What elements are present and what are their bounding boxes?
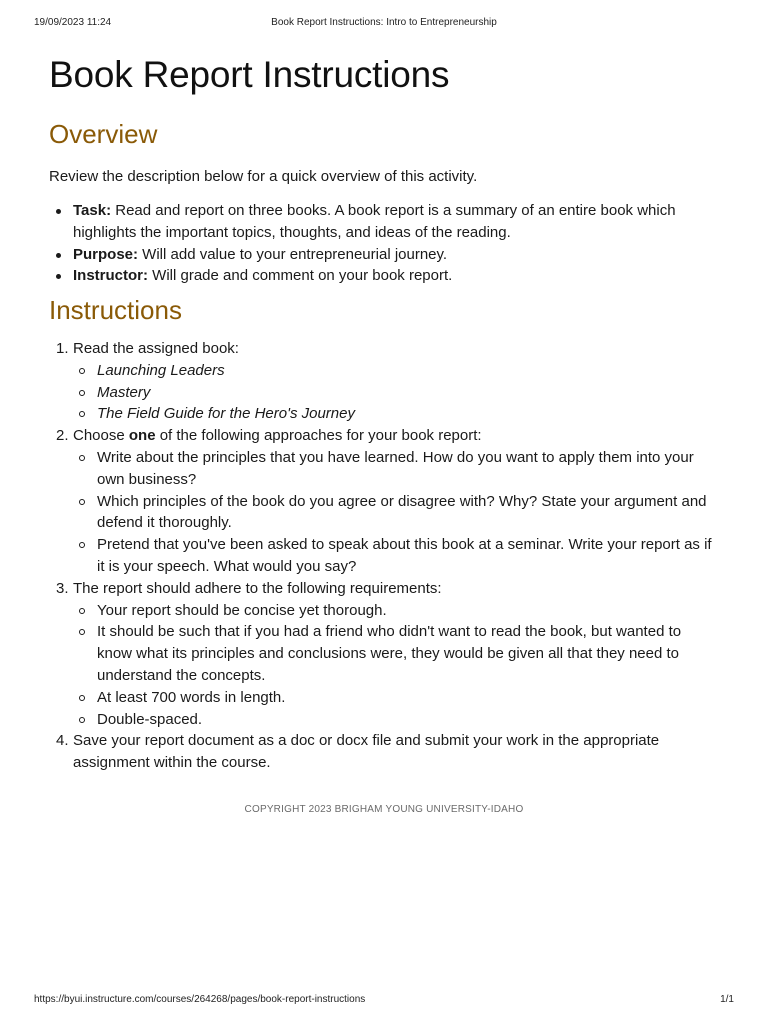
- overview-intro: Review the description below for a quick overview of this activity.: [49, 168, 478, 185]
- item-label: Instructor:: [73, 267, 148, 285]
- item-text: Will grade and comment on your book report.: [148, 267, 453, 285]
- overview-list: [49, 200, 729, 287]
- requirements-list: [73, 600, 719, 731]
- step-number: 3.: [56, 579, 69, 597]
- item-label: Purpose:: [73, 245, 139, 263]
- instructions-heading: Instructions: [49, 295, 182, 325]
- step-text: Save your report document as a doc or docx file and submit your work in the appropriate assignment within the course.: [73, 732, 660, 772]
- step-number: 4.: [56, 732, 69, 750]
- book-title: The Field Guide for the Hero's Journey: [73, 403, 719, 425]
- page-title: Book Report Instructions: [49, 54, 450, 95]
- page-url: https://byui.instructure.com/courses/264268/pages/book-report-instructions: [34, 994, 366, 1005]
- step-2: [49, 425, 719, 578]
- page-number: 1/1: [720, 994, 734, 1005]
- approach-list: [73, 447, 719, 578]
- print-date: 19/09/2023 11:24: [34, 17, 112, 28]
- list-item: Write about the principles that you have learned. How do you want to apply them into your own business?: [73, 447, 719, 491]
- step-text: The report should adhere to the following requirements:: [73, 579, 442, 597]
- list-item: Which principles of the book do you agree or disagree with? Why? State your argument and defend it thoroughly.: [73, 491, 719, 535]
- list-item: Pretend that you've been asked to speak about this book at a seminar. Write your report as if it is your speech. What would you say?: [73, 534, 719, 578]
- list-item: Your report should be concise yet thorough.: [73, 600, 719, 622]
- step-text: Read the assigned book:: [73, 340, 239, 357]
- item-text: Will add value to your entrepreneurial journey.: [138, 245, 448, 263]
- list-item: [49, 200, 729, 244]
- step-number: 2.: [56, 427, 69, 445]
- step-text-bold: one: [128, 427, 156, 445]
- item-label: Task:: [73, 202, 112, 219]
- print-footer: [32, 994, 736, 1008]
- book-title: Mastery: [73, 382, 719, 404]
- list-item: [49, 265, 729, 287]
- list-item: At least 700 words in length.: [73, 687, 719, 709]
- instructions-steps: [49, 338, 719, 774]
- book-list: [73, 360, 719, 425]
- overview-heading: Overview: [49, 119, 158, 149]
- print-page-title: Book Report Instructions: Intro to Entrepreneurship: [271, 17, 497, 28]
- list-item: Double-spaced.: [73, 709, 719, 731]
- step-text-before: Choose: [73, 427, 129, 445]
- step-number: 1.: [56, 340, 69, 357]
- step-1: [49, 338, 719, 425]
- print-header: [32, 17, 736, 31]
- step-3: [49, 578, 719, 731]
- list-item: [49, 244, 729, 266]
- step-4: [49, 730, 719, 774]
- step-text-after: of the following approaches for your book report:: [155, 427, 482, 445]
- item-text: Read and report on three books. A book report is a summary of an entire book which highlights the important topics, thoughts, and ideas of the reading.: [73, 202, 676, 241]
- book-title: Launching Leaders: [73, 360, 719, 382]
- copyright-notice: COPYRIGHT 2023 BRIGHAM YOUNG UNIVERSITY-IDAHO: [244, 804, 524, 815]
- list-item: It should be such that if you had a friend who didn't want to read the book, but wanted to know what its principles and conclusions were, they would be given all that they need to understand the concepts.: [73, 621, 719, 686]
